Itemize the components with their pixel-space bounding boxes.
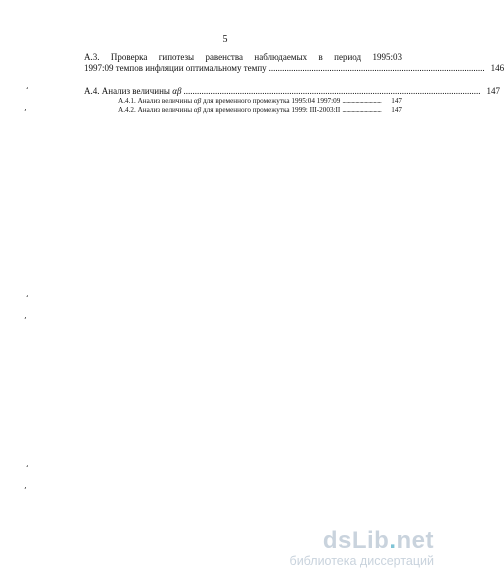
margin-mark: ʻ xyxy=(26,294,29,303)
toc-subentry-rest: для временного промежутка 1999: III-2003:II xyxy=(201,106,341,114)
toc-leader-dots: .................................................................................................................................... xyxy=(183,86,481,96)
toc-entry-a3-line1: A.3. Проверка гипотезы равенства наблюдаемых в период 1995:03 xyxy=(84,52,402,62)
toc-subentry-page: 147 xyxy=(391,106,402,114)
margin-mark: ʼ xyxy=(24,486,27,495)
margin-mark: ʼ xyxy=(24,108,27,117)
toc-subentry-a41[interactable] xyxy=(84,97,402,106)
margin-mark: ʻ xyxy=(26,86,29,95)
toc-subentry-page: 147 xyxy=(391,97,402,105)
toc-entry-a4[interactable] xyxy=(84,86,500,115)
toc-leader-dots: .............................. xyxy=(342,97,382,105)
watermark-logo: dsLib.net xyxy=(322,527,434,554)
dslib-watermark xyxy=(290,528,434,568)
toc-subentry-greek: αβ xyxy=(193,106,202,114)
toc-subentry-a42[interactable] xyxy=(84,106,402,115)
toc-subentry-label: A.4.1. Анализ величины xyxy=(118,97,194,105)
toc-entry-a3-page: 146 xyxy=(490,63,504,73)
margin-mark: ʻ xyxy=(26,464,29,473)
toc-leader-dots: .............................. xyxy=(342,106,382,114)
toc-subentry-greek: αβ xyxy=(193,97,202,105)
toc-entry-a3[interactable] xyxy=(84,52,504,74)
toc-entry-a4-page: 147 xyxy=(486,86,500,96)
toc-subentry-label: A.4.2. Анализ величины xyxy=(118,106,194,114)
toc-entry-a4-greek: αβ xyxy=(172,86,182,96)
margin-mark: ʼ xyxy=(24,316,27,325)
watermark-subtitle: библиотека диссертаций xyxy=(289,554,434,568)
toc-entry-a3-line2: 1997:09 темпов инфляции оптимальному темпу xyxy=(84,63,267,73)
toc-subentry-rest: для временного промежутка 1995:04 1997:09 xyxy=(201,97,341,105)
toc-entry-a4-label: A.4. Анализ величины xyxy=(84,86,173,96)
toc-leader-dots: ................................................................................................ xyxy=(268,63,485,73)
page-number: 5 xyxy=(222,34,228,45)
